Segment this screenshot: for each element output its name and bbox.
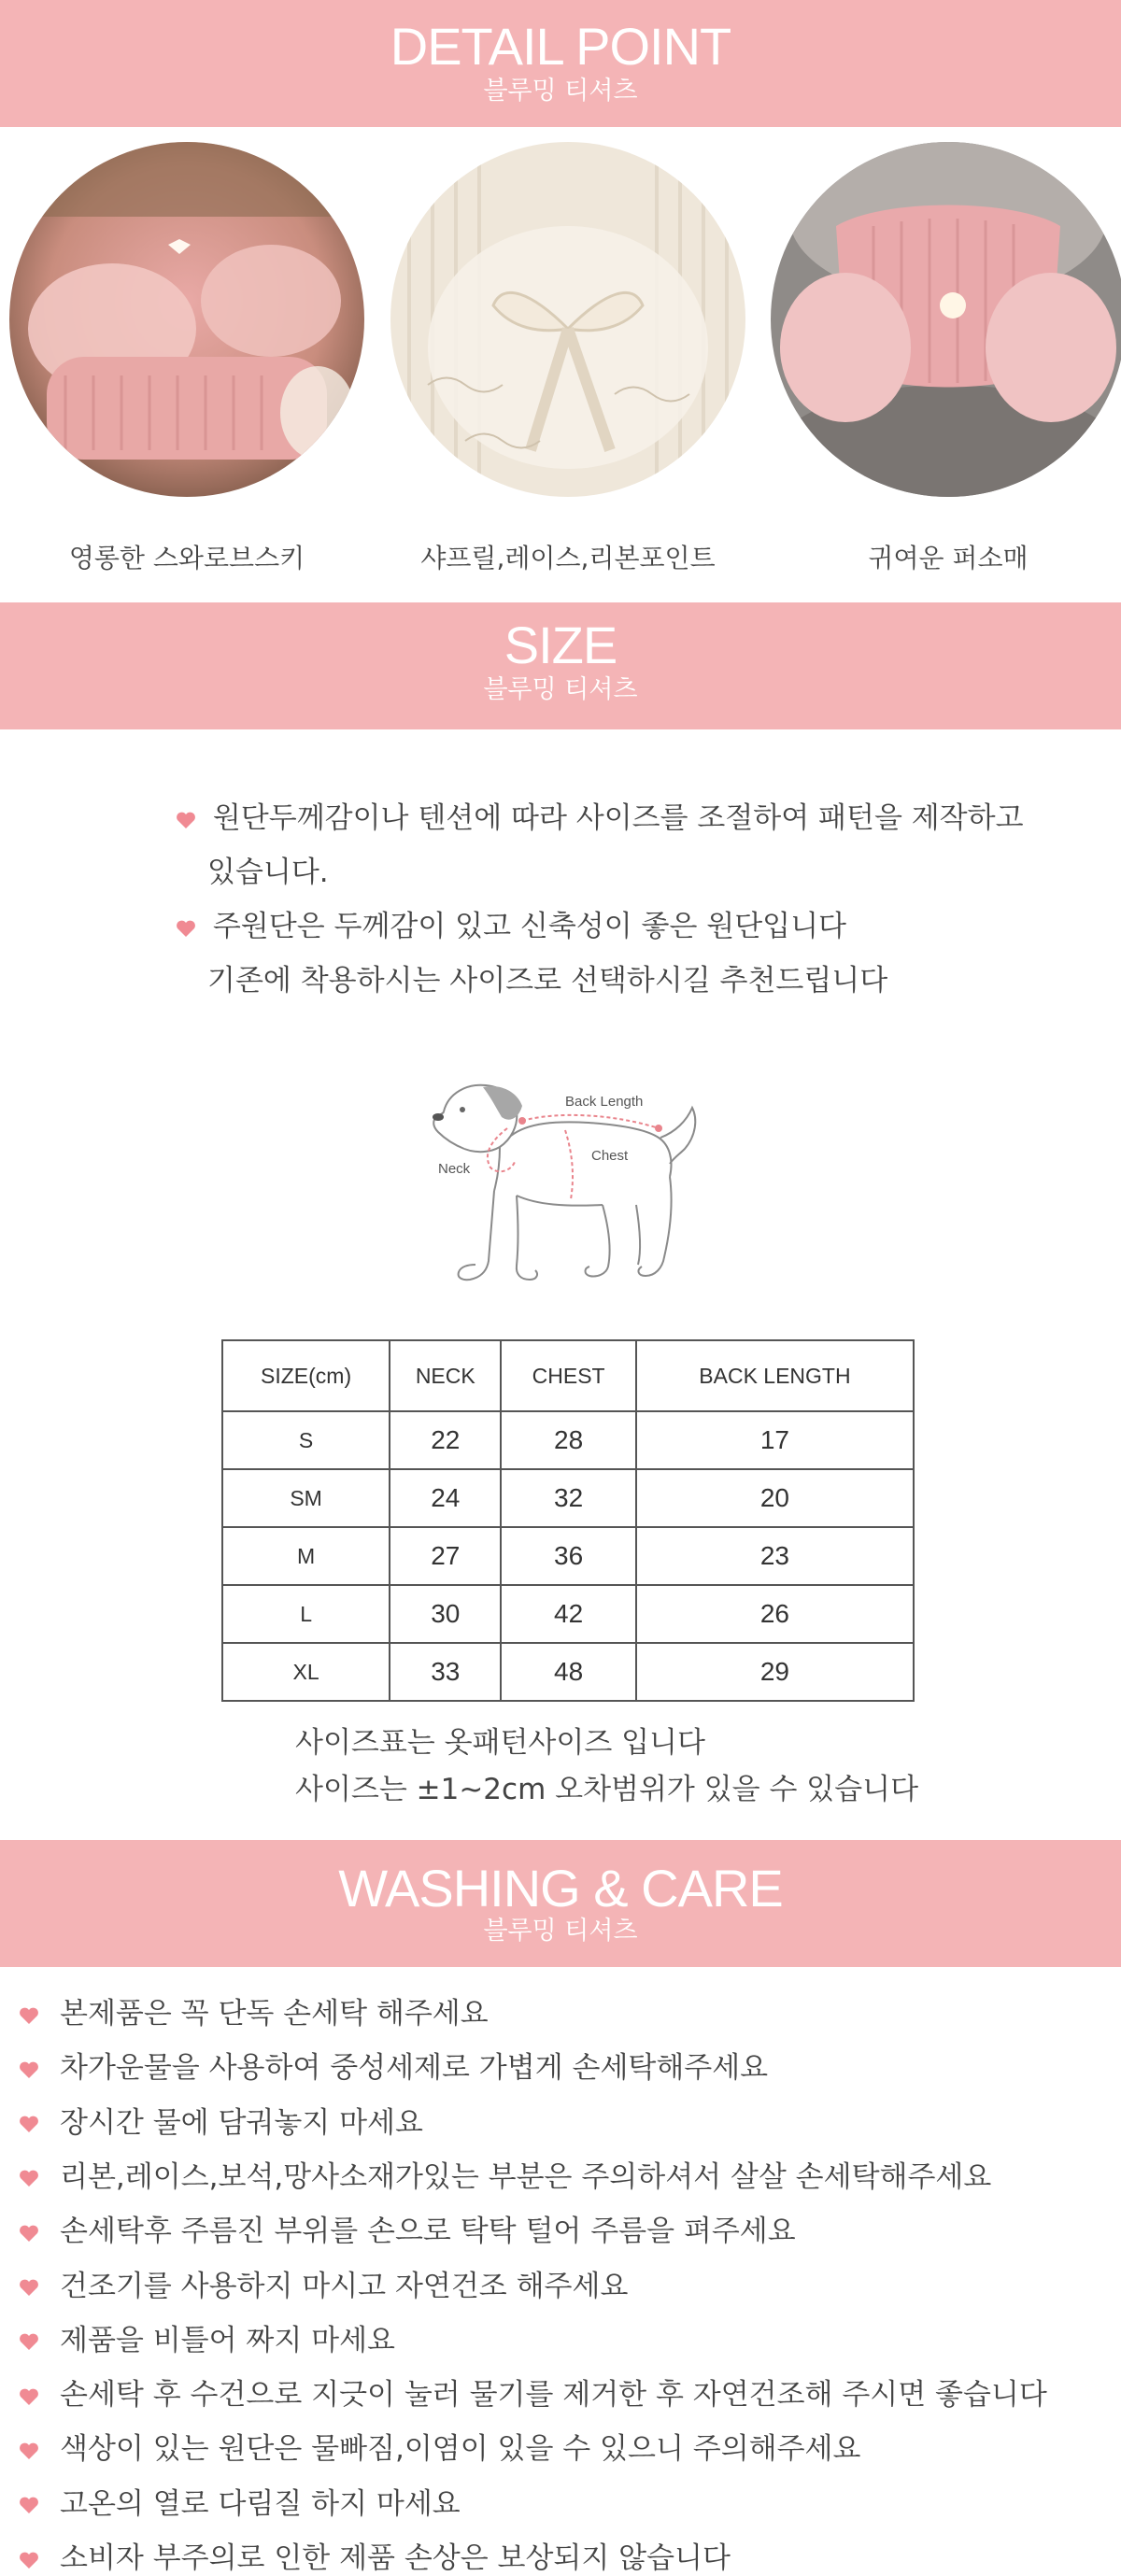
fur-sleeve-photo [771, 142, 1121, 497]
table-cell: 24 [390, 1469, 501, 1527]
care-item [19, 2044, 768, 2086]
heart-icon [176, 919, 196, 938]
table-cell: 32 [501, 1469, 636, 1527]
table-cell: 30 [390, 1585, 501, 1643]
care-item-text: 고온의 열로 다림질 하지 마세요 [60, 2486, 461, 2521]
size-banner [0, 602, 1121, 729]
detail-caption-2: 샤프릴,레이스,리본포인트 [420, 543, 716, 573]
table-cell: 28 [501, 1411, 636, 1469]
size-note-2: 있습니다. [207, 856, 329, 889]
detail-caption-1: 영롱한 스와로브스키 [68, 543, 305, 573]
table-cell: 22 [390, 1411, 501, 1469]
care-item-text: 건조기를 사용하지 마시고 자연건조 해주세요 [60, 2269, 629, 2303]
care-item [19, 2099, 423, 2141]
table-row [222, 1411, 914, 1469]
table-cell: 23 [636, 1527, 914, 1585]
care-item [19, 1989, 489, 2031]
care-item [19, 2207, 796, 2249]
heart-icon [19, 2551, 39, 2569]
table-header-row [222, 1340, 914, 1411]
detail-point-title: DETAIL POINT [390, 17, 731, 76]
care-item [19, 2371, 1047, 2413]
washing-care-title: WASHING & CARE [338, 1859, 783, 1918]
care-item [19, 2480, 461, 2522]
table-cell: 20 [636, 1469, 914, 1527]
care-item [19, 2262, 628, 2304]
care-item-text: 소비자 부주의로 인한 제품 손상은 보상되지 않습니다 [60, 2541, 731, 2575]
table-cell: 33 [390, 1643, 501, 1701]
table-row [222, 1469, 914, 1527]
table-cell: 42 [501, 1585, 636, 1643]
table-row [222, 1643, 914, 1701]
heart-icon [19, 2169, 39, 2187]
neck-label: Neck [438, 1161, 471, 1177]
table-header: BACK LENGTH [636, 1340, 914, 1411]
table-row [222, 1585, 914, 1643]
table-note-2: 사이즈는 ±1~2cm 오차범위가 있을 수 있습니다 [295, 1773, 919, 1806]
table-cell: M [222, 1527, 390, 1585]
table-cell: 36 [501, 1527, 636, 1585]
swarovski-detail-photo [9, 142, 364, 497]
care-item-text: 차가운물을 사용하여 중성세제로 가볍게 손세탁해주세요 [60, 2051, 769, 2086]
care-item [19, 2316, 395, 2358]
table-cell: 17 [636, 1411, 914, 1469]
care-item-text: 손세탁후 주름진 부위를 손으로 탁탁 털어 주름을 펴주세요 [60, 2215, 796, 2249]
table-cell: L [222, 1585, 390, 1643]
table-cell: 29 [636, 1643, 914, 1701]
heart-icon [19, 2060, 39, 2079]
heart-icon [19, 2442, 39, 2460]
table-cell: S [222, 1411, 390, 1469]
washing-care-subtitle: 블루밍 티셔츠 [483, 1917, 638, 1946]
size-note-3: 주원단은 두께감이 있고 신축성이 좋은 원단입니다 [176, 902, 846, 944]
heart-icon [19, 2115, 39, 2133]
care-item-text: 색상이 있는 원단은 물빠짐,이염이 있을 수 있으니 주의해주세요 [60, 2432, 861, 2467]
ruffle-lace-ribbon-photo [390, 142, 745, 497]
care-item-text: 본제품은 꼭 단독 손세탁 해주세요 [60, 1997, 489, 2031]
table-header: NECK [390, 1340, 501, 1411]
back-length-label: Back Length [565, 1094, 644, 1110]
heart-icon [19, 2006, 39, 2025]
washing-care-banner [0, 1840, 1121, 1967]
size-title: SIZE [504, 616, 617, 674]
heart-icon [19, 2496, 39, 2514]
detail-point-banner [0, 0, 1121, 127]
table-cell: 26 [636, 1585, 914, 1643]
chest-label: Chest [591, 1148, 629, 1164]
care-item-text: 리본,레이스,보석,망사소재가있는 부분은 주의하셔서 살살 손세탁해주세요 [60, 2159, 992, 2194]
dog-measurement-diagram [425, 1074, 715, 1298]
care-item-text: 제품을 비틀어 짜지 마세요 [60, 2323, 395, 2357]
size-table [221, 1339, 915, 1702]
table-header: SIZE(cm) [222, 1340, 390, 1411]
care-item [19, 2153, 991, 2195]
care-item [19, 2534, 731, 2576]
heart-icon [176, 811, 196, 829]
heart-icon [19, 2332, 39, 2351]
table-note-1: 사이즈표는 옷패턴사이즈 입니다 [295, 1726, 705, 1760]
size-note-4: 기존에 착용하시는 사이즈로 선택하시길 추천드립니다 [207, 964, 888, 998]
table-cell: 27 [390, 1527, 501, 1585]
care-item [19, 2425, 860, 2467]
table-cell: 48 [501, 1643, 636, 1701]
table-cell: SM [222, 1469, 390, 1527]
heart-icon [19, 2387, 39, 2406]
size-subtitle: 블루밍 티셔츠 [483, 675, 638, 704]
heart-icon [19, 2224, 39, 2243]
table-cell: XL [222, 1643, 390, 1701]
heart-icon [19, 2278, 39, 2297]
table-row [222, 1527, 914, 1585]
detail-point-subtitle: 블루밍 티셔츠 [483, 77, 638, 106]
size-note-1: 원단두께감이나 텐션에 따라 사이즈를 조절하여 패턴을 제작하고 [176, 794, 1024, 836]
detail-caption-3: 귀여운 퍼소매 [868, 543, 1029, 573]
care-item-text: 장시간 물에 담궈놓지 마세요 [60, 2105, 423, 2140]
care-item-text: 손세탁 후 수건으로 지긋이 눌러 물기를 제거한 후 자연건조해 주시면 좋습니다 [60, 2378, 1047, 2413]
table-header: CHEST [501, 1340, 636, 1411]
